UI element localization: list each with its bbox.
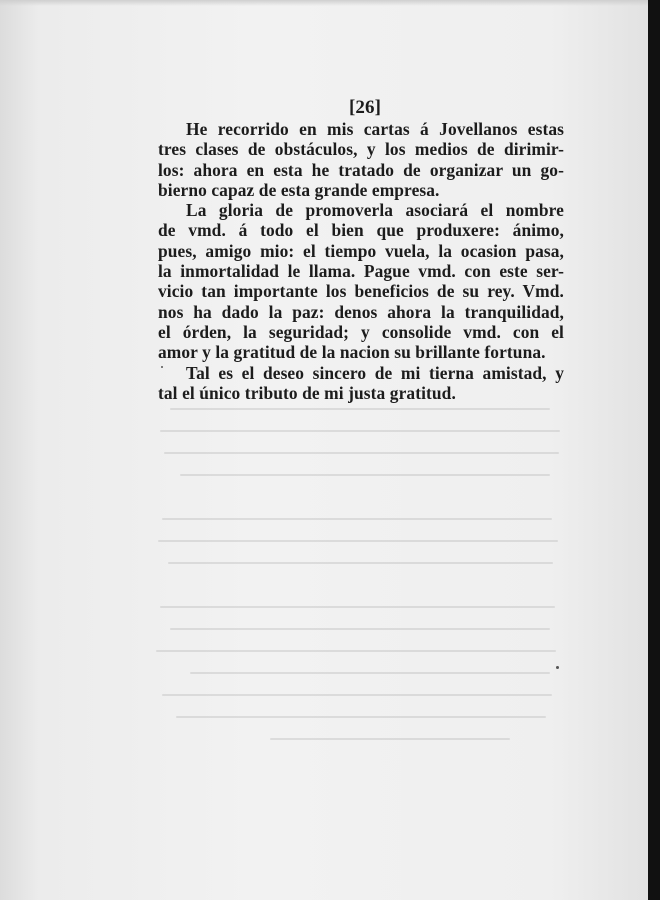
text-line: Tal es el deseo sincero de mi tierna amistad, y <box>186 362 564 383</box>
text-line: de vmd. á todo el bien que produxere: ánimo, <box>158 220 564 241</box>
text-line: tres clases de obstáculos, y los medios de dirimir- <box>158 139 564 160</box>
text-line: el órden, la seguridad; y consolide vmd. con el <box>158 321 564 342</box>
text-line: He recorrido en mis cartas á Jovellanos estas <box>186 119 564 139</box>
text-line: pues, amigo mio: el tiempo vuela, la ocasion pasa, <box>158 240 564 261</box>
text-block <box>158 98 564 403</box>
scan-edge-top <box>0 0 648 6</box>
paragraph-1 <box>158 119 564 200</box>
scan-edge-right <box>648 0 660 900</box>
text-line: bierno capaz de esta grande empresa. <box>158 179 440 200</box>
paragraph-3 <box>158 363 564 404</box>
text-line: amor y la gratitud de la nacion su brillante fortuna. <box>158 342 546 363</box>
ink-speck <box>161 366 163 368</box>
text-line: vicio tan importante los beneficios de su rey. Vmd. <box>158 281 564 302</box>
reverse-side-show-through <box>150 400 570 760</box>
ink-speck <box>556 666 559 669</box>
paragraph-2 <box>158 200 564 362</box>
text-line: tal el único tributo de mi justa gratitud. <box>158 382 456 403</box>
page-number: [26] <box>348 97 382 118</box>
text-line: los: ahora en esta he tratado de organizar un go- <box>158 159 564 180</box>
text-line: La gloria de promoverla asociará el nombre <box>186 200 564 221</box>
text-line: nos ha dado la paz: denos ahora la tranquilidad, <box>158 301 564 322</box>
text-line: la inmortalidad le llama. Pague vmd. con este ser- <box>158 261 564 282</box>
